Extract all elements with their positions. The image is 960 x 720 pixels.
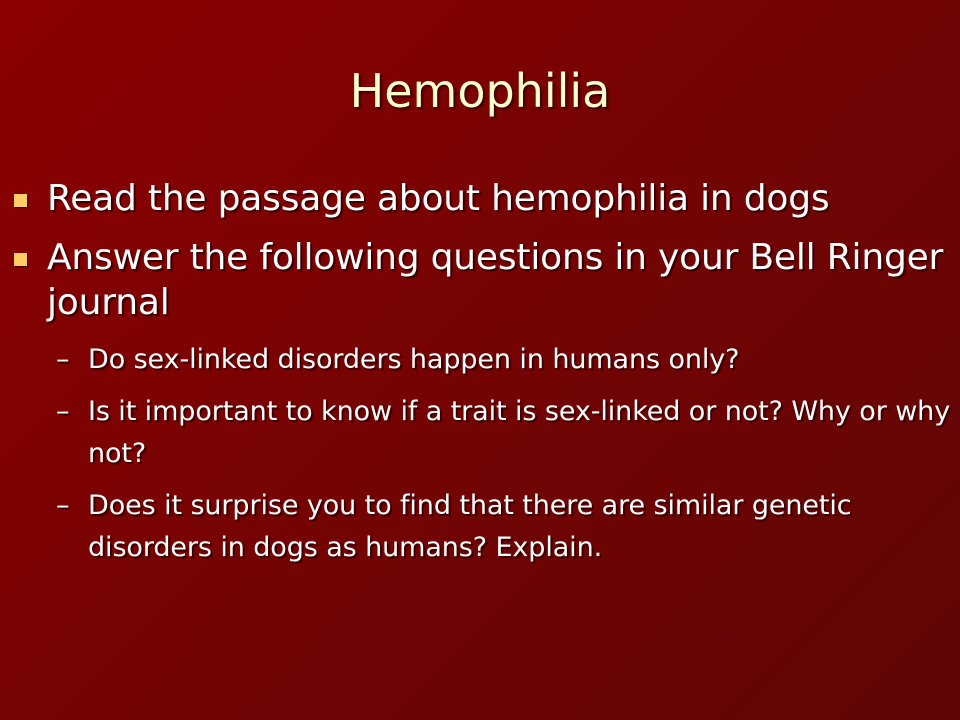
dash-marker: – [56, 490, 70, 521]
sub-bullet-item [14, 339, 954, 381]
bullet-text: Answer the following questions in your Bell Ringer journal [47, 237, 944, 323]
square-bullet-icon [14, 194, 27, 207]
sub-bullet-item [14, 485, 954, 569]
slide-title: Hemophilia [349, 64, 611, 118]
sub-bullet-text: Is it important to know if a trait is sex-linked or not? Why or why not? [88, 396, 951, 469]
slide-content [14, 176, 954, 579]
square-bullet-icon [14, 253, 27, 266]
sub-bullet-text: Do sex-linked disorders happen in humans only? [88, 344, 740, 375]
sub-bullet-text: Does it surprise you to find that there are similar genetic disorders in dogs as humans? Explain. [88, 490, 852, 563]
bullet-text: Read the passage about hemophilia in dogs [47, 178, 830, 219]
sub-bullet-item [14, 391, 954, 475]
bullet-item [14, 235, 954, 325]
dash-marker: – [56, 396, 70, 427]
dash-marker: – [56, 344, 70, 375]
bullet-item [14, 176, 954, 221]
